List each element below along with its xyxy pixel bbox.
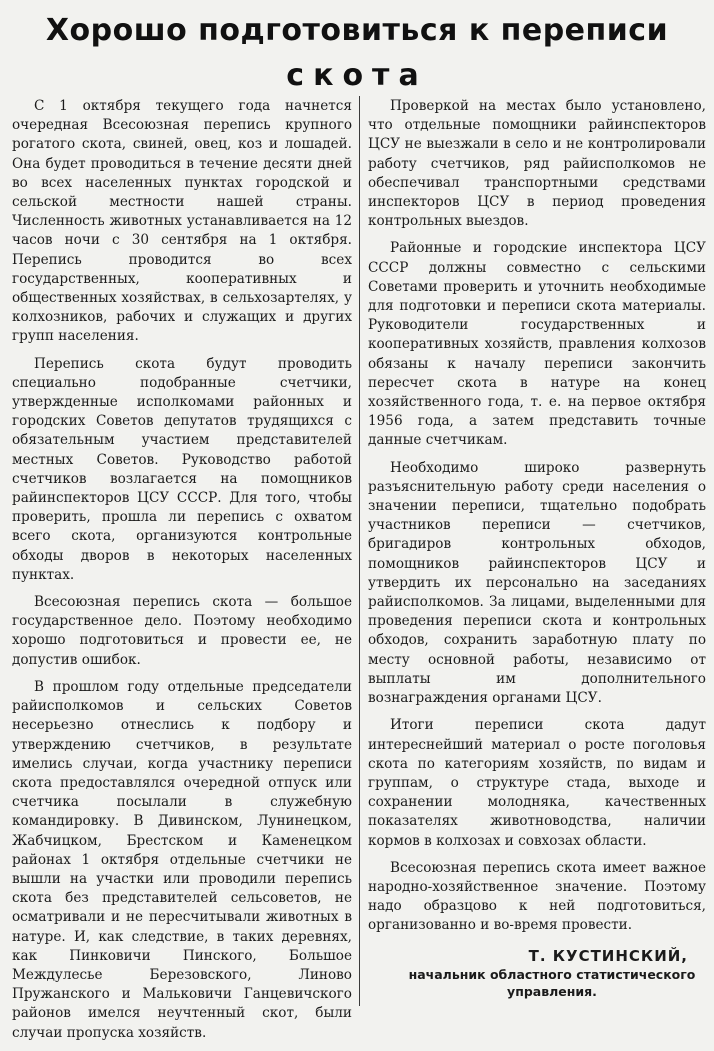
paragraph: Всесоюзная перепись скота имеет важное народно-хозяйственное значение. Поэтому надо образцово к ней подготовиться, организованно и во-время провести. — [368, 859, 706, 934]
paragraph: В прошлом году отдельные председатели райисполкомов и сельских Советов несерьезно отнеслись к подбору и утверждению счетчиков, в результате имелись случаи, когда участнику переписи скота предоставлялся очередной отпуск или счетчика посылали в служебную командировку. В Дивинском, Лунинецком, Жабчицком, Брестском и Каменецком районах 1 октября отдельные счетчики не вышли на участки или проводили перепись скота без представителей сельсоветов, не осматривали и не пересчитывали животных в натуре. И, как следствие, в таких деревнях, как Пинковичи Пинского, Большое Междулесье Березовского, Линово Пружанского и Мальковичи Ганцевичского районов имелся неучтенный скот, были случаи пропуска хозяйств. — [12, 678, 352, 1041]
headline-line-1: Хорошо подготовиться к переписи — [45, 13, 669, 48]
column-divider — [359, 96, 360, 1006]
author-signature — [368, 946, 706, 1000]
paragraph: Необходимо широко развернуть разъяснительную работу среди населения о значении переписи, тщательно подобрать участников переписи — счетчиков, бригадиров контрольных обходов, помощников райинспекторов ЦСУ и утвердить их персонально на заседаниях райисполкомов. За лицами, выделенными для проведения переписи скота и контрольных обходов, сохранить заработную плату по месту основной работы, независимо от выплаты им дополнительного вознаграждения органами ЦСУ. — [368, 459, 706, 707]
right-column — [368, 97, 706, 1000]
left-column — [12, 97, 352, 1051]
author-name: Т. КУСТИНСКИЙ, — [528, 946, 688, 965]
paragraph: Всесоюзная перепись скота — большое государственное дело. Поэтому необходимо хорошо подготовиться и провести ее, не допустив ошибок. — [12, 594, 352, 668]
paragraph: Итоги переписи скота дадут интереснейший материал о росте поголовья скота по категориям хозяйств, по видам и группам, о структуре стада, выходе и сохранении молодняка, качественных показателях животноводства, наличии кормов в колхозах и совхозах области. — [368, 717, 706, 849]
paragraph: Проверкой на местах было установлено, что отдельные помощники райинспекторов ЦСУ не выезжали в село и не контролировали работу счетчиков, ряд райисполкомов не обеспечивал транспортными средствами инспекторов ЦСУ в период проведения контрольных выездов. — [368, 98, 706, 230]
article-headline — [0, 8, 714, 98]
headline-line-2: скота — [286, 58, 428, 93]
paragraph: Перепись скота будут проводить специально подобранные счетчики, утвержденные исполкомами районных и городских Советов депутатов трудящихся с обязательным участием представителей местных Советов. Руководство работой счетчиков возлагается на помощников райинспекторов ЦСУ СССР. Для того, чтобы проверить, прошла ли перепись с охватом всего скота, организуются контрольные обходы дворов в некоторых населенных пунктах. — [12, 355, 352, 583]
author-title: начальник областного статистического управления. — [408, 966, 696, 999]
paragraph: С 1 октября текущего года начнется очередная Всесоюзная перепись крупного рогатого скота, свиней, овец, коз и лошадей. Она будет проводиться в течение десяти дней во всех населенных пунктах городской и сельской местности нашей страны. Численность животных устанавливается на 12 часов ночи с 30 сентября на 1 октября. Перепись проводится во всех государственных, кооперативных и общественных хозяйствах, в сельхозартелях, у колхозников, рабочих и служащих и других групп населения. — [12, 98, 352, 345]
paragraph: Районные и городские инспектора ЦСУ СССР должны совместно с сельскими Советами проверить и уточнить необходимые для подготовки и переписи скота материалы. Руководители государственных и кооперативных хозяйств, правления колхозов обязаны к началу переписи закончить пересчет скота в натуре на конец хозяйственного года, т. е. на первое октября 1956 года, а затем представить точные данные счетчикам. — [368, 240, 706, 449]
